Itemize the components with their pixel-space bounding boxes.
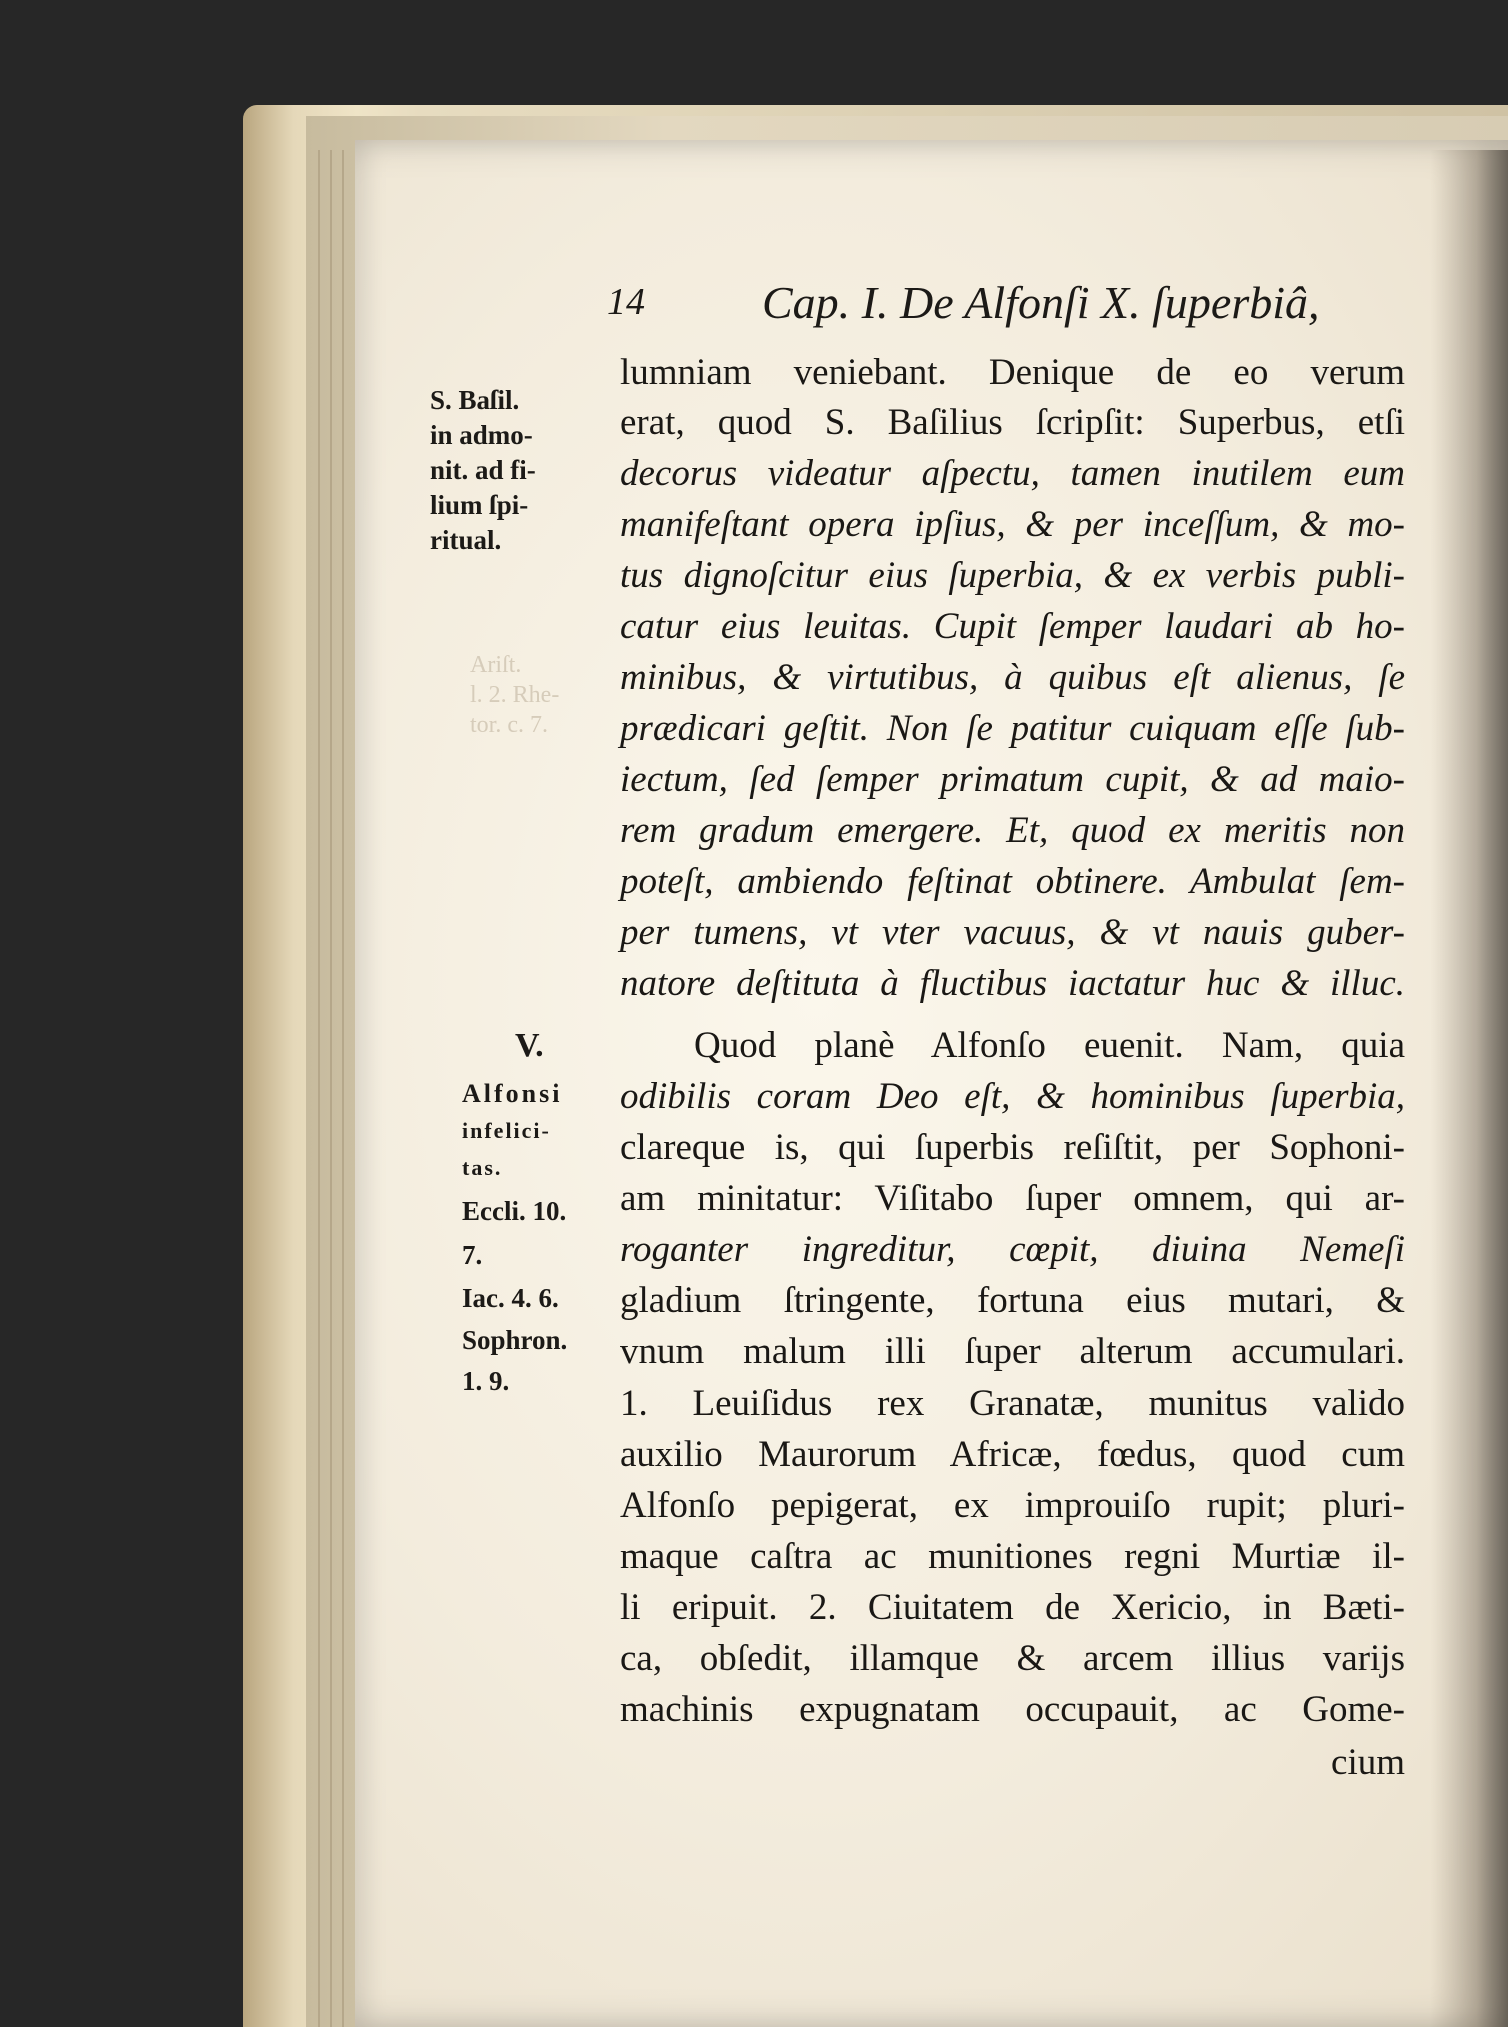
margin-reference: 7. — [462, 1240, 483, 1270]
text-line: minibus, & virtutibus, à quibus eſt alienus, ſe — [620, 657, 1405, 698]
text-line: catur eius leuitas. Cupit ſemper laudari ab ho- — [620, 606, 1405, 647]
page-edge-line — [330, 150, 332, 2027]
margin-reference: 1. 9. — [462, 1366, 510, 1396]
margin-note-basil: ritual. — [430, 525, 502, 555]
section-title: tas. — [462, 1155, 503, 1180]
text-line: am minitatur: Viſitabo ſuper omnem, qui ar- — [620, 1178, 1405, 1219]
running-title: Cap. I. De Alfonſi X. ſuperbiâ, — [762, 277, 1320, 328]
page-edge-line — [342, 150, 344, 2027]
text-line: rem gradum emergere. Et, quod ex meritis non — [620, 810, 1405, 851]
show-through-text: tor. c. 7. — [470, 712, 548, 738]
margin-note-basil: in admo- — [430, 420, 533, 450]
page-edge-line — [318, 150, 320, 2027]
section-number: V. — [515, 1027, 544, 1064]
text-line: li eripuit. 2. Ciuitatem de Xericio, in Bæti- — [620, 1587, 1405, 1628]
text-line: decorus videatur aſpectu, tamen inutilem eum — [620, 453, 1405, 494]
text-line: lumniam veniebant. Denique de eo verum — [620, 352, 1405, 393]
text-line: natore deſtituta à fluctibus iactatur huc & illuc. — [620, 963, 1405, 1004]
text-line: maque caſtra ac munitiones regni Murtiæ il- — [620, 1536, 1405, 1577]
margin-reference: Iac. 4. 6. — [462, 1283, 559, 1313]
text-line: erat, quod S. Baſilius ſcripſit: Superbus, etſi — [620, 402, 1405, 443]
margin-note-basil: nit. ad fi- — [430, 455, 536, 485]
text-line: gladium ſtringente, fortuna eius mutari, & — [620, 1280, 1405, 1321]
text-line: machinis expugnatam occupauit, ac Gome- — [620, 1689, 1405, 1730]
margin-note-basil: S. Baſil. — [430, 385, 520, 415]
text-line: ca, obſedit, illamque & arcem illius varijs — [620, 1638, 1405, 1679]
gutter-shadow — [1430, 150, 1508, 2027]
page-number: 14 — [607, 281, 645, 323]
text-line: 1. Leuiſidus rex Granatæ, munitus valido — [620, 1383, 1405, 1424]
text-line: odibilis coram Deo eſt, & hominibus ſuperbia, — [620, 1076, 1405, 1117]
text-line: per tumens, vt vter vacuus, & vt nauis guber- — [620, 912, 1405, 953]
margin-note-basil: lium ſpi- — [430, 490, 529, 520]
text-line: Alfonſo pepigerat, ex improuiſo rupit; pluri- — [620, 1485, 1405, 1526]
text-line: roganter ingreditur, cœpit, diuina Nemeſi — [620, 1229, 1405, 1270]
show-through-text: Ariſt. — [470, 652, 522, 678]
show-through-text: l. 2. Rhe- — [470, 682, 560, 708]
text-line: iectum, ſed ſemper primatum cupit, & ad maio- — [620, 759, 1405, 800]
catchword: cium — [1331, 1742, 1405, 1783]
text-line: clareque is, qui ſuperbis reſiſtit, per Sophoni- — [620, 1127, 1405, 1168]
text-line: tus dignoſcitur eius ſuperbia, & ex verbis publi- — [620, 555, 1405, 596]
text-line: auxilio Maurorum Africæ, fœdus, quod cum — [620, 1434, 1405, 1475]
text-line: Quod planè Alfonſo euenit. Nam, quia — [694, 1025, 1405, 1066]
margin-reference: Sophron. — [462, 1325, 568, 1355]
margin-reference: Eccli. 10. — [462, 1196, 567, 1226]
text-line: poteſt, ambiendo feſtinat obtinere. Ambulat ſem- — [620, 861, 1405, 902]
text-line: prædicari geſtit. Non ſe patitur cuiquam eſſe ſub- — [620, 708, 1405, 749]
text-line: vnum malum illi ſuper alterum accumulari. — [620, 1331, 1405, 1372]
section-title: Alfonsi — [462, 1079, 563, 1108]
section-title: infelici- — [462, 1118, 551, 1143]
text-line: manifeſtant opera ipſius, & per inceſſum, & mo- — [620, 504, 1405, 545]
